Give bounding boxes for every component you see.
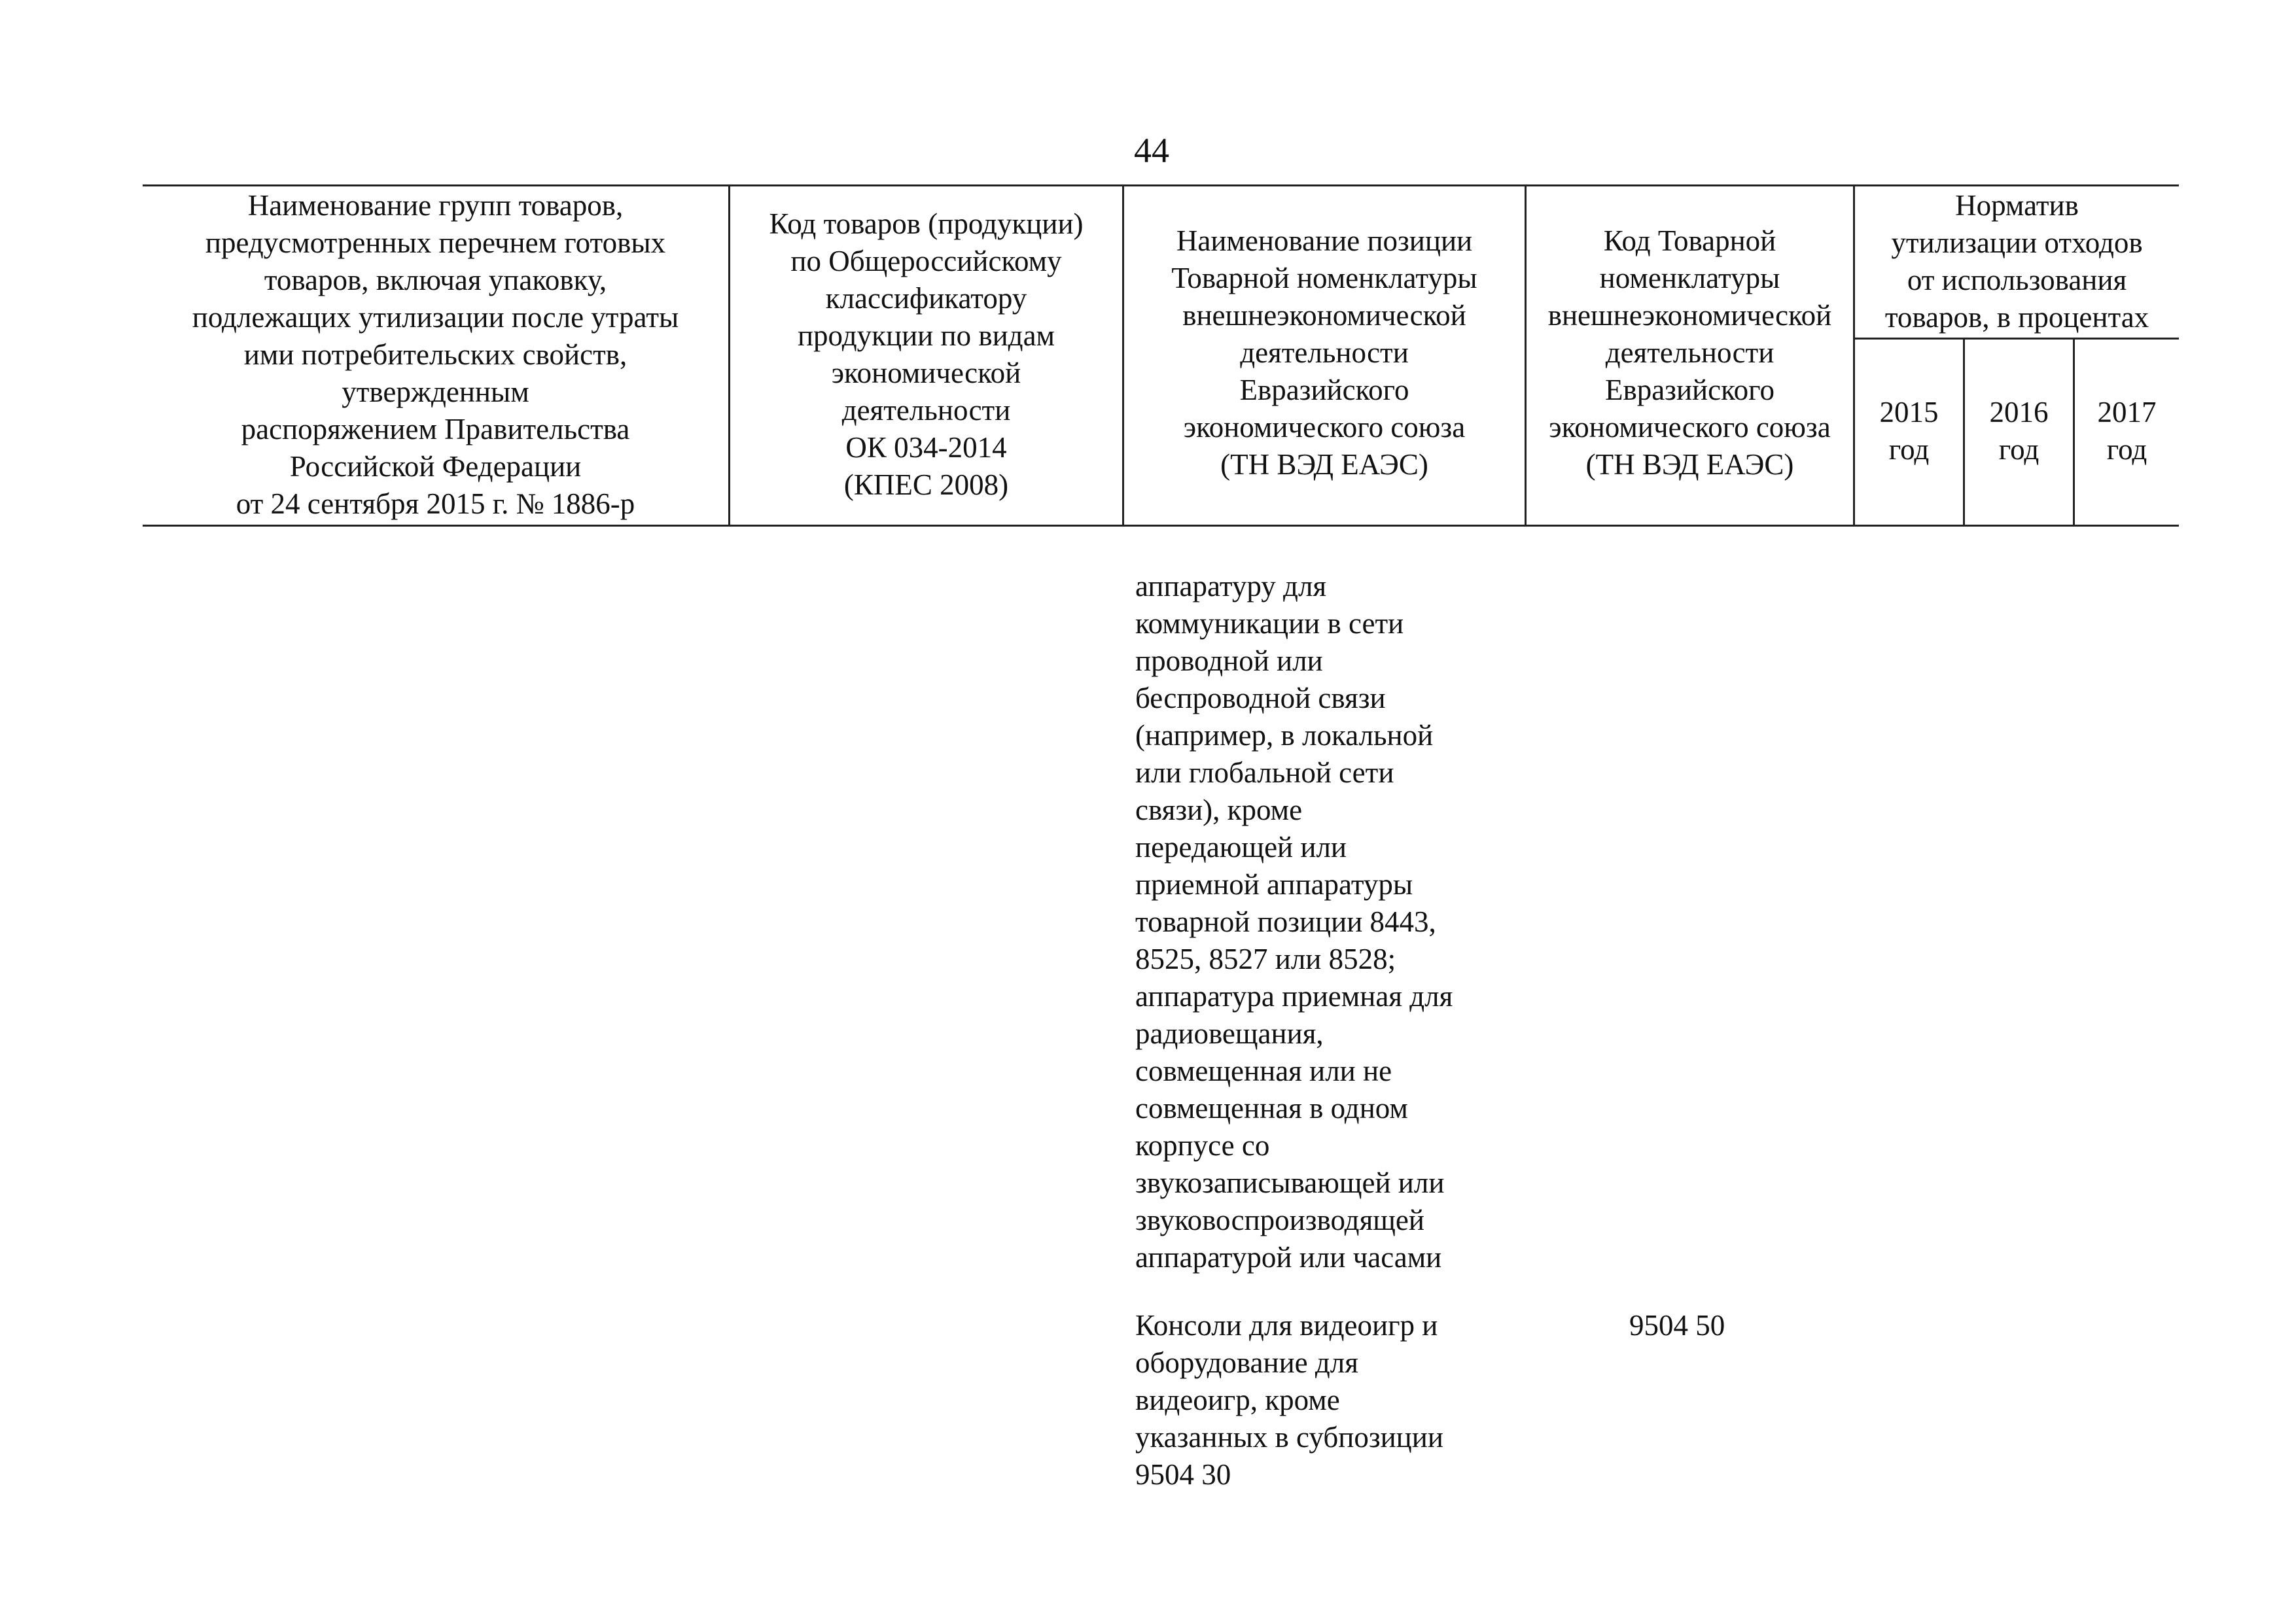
- header-line: экономического союза: [1183, 411, 1466, 444]
- text-line: оборудование для: [1135, 1346, 1358, 1379]
- text-line: аппаратура приемная для: [1135, 980, 1453, 1013]
- header-line: экономического союза: [1549, 411, 1831, 444]
- header-line: внешнеэкономической: [1182, 299, 1466, 332]
- header-line: классификатору: [825, 282, 1027, 315]
- header-line: Российской Федерации: [289, 450, 582, 483]
- row-2-position-name: [1135, 1307, 1443, 1493]
- text-line: приемной аппаратуры: [1135, 868, 1413, 901]
- table-header-bottom-rule: [143, 525, 2179, 527]
- header-line: предусмотренных перечнем готовых: [205, 226, 666, 259]
- header-line: товаров, в процентах: [1884, 301, 2149, 334]
- year-label: 2016: [1989, 396, 2049, 428]
- header-line: Код товаров (продукции): [769, 207, 1084, 240]
- text-line: (например, в локальной: [1135, 719, 1434, 752]
- header-line: Код Товарной: [1603, 224, 1776, 257]
- text-line: или глобальной сети: [1135, 756, 1394, 789]
- year-label: 2015: [1879, 396, 1939, 428]
- header-line: ОК 034-2014: [845, 431, 1007, 464]
- header-line: экономической: [831, 357, 1021, 389]
- header-line: (ТН ВЭД ЕАЭС): [1585, 448, 1794, 481]
- header-okpd-code: [730, 205, 1122, 504]
- header-line: Наименование групп товаров,: [247, 189, 624, 222]
- text-line: беспроводной связи: [1135, 682, 1386, 714]
- header-line: Наименование позиции: [1176, 224, 1473, 257]
- year-unit: год: [1888, 433, 1930, 466]
- text-line: совмещенная или не: [1135, 1055, 1392, 1087]
- header-year-2016: [1965, 394, 2073, 468]
- header-line: товаров, включая упаковку,: [264, 264, 607, 296]
- header-goods-group-name: [143, 187, 728, 523]
- text-line: передающей или: [1135, 831, 1347, 864]
- header-line: деятельности: [1240, 336, 1409, 369]
- header-line: распоряжением Правительства: [241, 413, 630, 445]
- header-tnved-position-name: [1124, 222, 1525, 483]
- header-line: Евразийского: [1604, 374, 1775, 406]
- years-divider-rule: [1853, 338, 2179, 340]
- text-line: проводной или: [1135, 644, 1323, 677]
- table-top-rule: [143, 184, 2179, 186]
- text-line: звуковоспроизводящей: [1135, 1204, 1424, 1236]
- text-line: корпусе со: [1135, 1129, 1270, 1162]
- text-line: аппаратуру для: [1135, 570, 1327, 602]
- year-label: 2017: [2097, 396, 2157, 428]
- text-line: Консоли для видеоигр и: [1135, 1309, 1438, 1342]
- row-1-position-name: [1135, 568, 1453, 1276]
- text-line: 9504 30: [1135, 1458, 1231, 1491]
- header-line: продукции по видам: [797, 319, 1055, 352]
- text-line: 8525, 8527 или 8528;: [1135, 943, 1396, 975]
- header-line: от 24 сентября 2015 г. № 1886-р: [236, 487, 635, 520]
- header-line: от использования: [1907, 264, 2127, 296]
- text-line: радиовещания,: [1135, 1017, 1324, 1050]
- header-line: Евразийского: [1239, 374, 1409, 406]
- header-line: деятельности: [1605, 336, 1775, 369]
- header-line: Товарной номенклатуры: [1171, 262, 1477, 294]
- text-line: звукозаписывающей или: [1135, 1166, 1445, 1199]
- header-tnved-code: [1527, 222, 1853, 483]
- page-number: 44: [1134, 131, 1169, 170]
- text-line: связи), кроме: [1135, 794, 1303, 826]
- header-line: по Общероссийскому: [790, 245, 1062, 277]
- text-line: совмещенная в одном: [1135, 1092, 1408, 1125]
- text-line: указанных в субпозиции: [1135, 1421, 1443, 1454]
- text-line: аппаратурой или часами: [1135, 1241, 1442, 1274]
- header-line: подлежащих утилизации после утраты: [192, 301, 679, 334]
- header-line: (ТН ВЭД ЕАЭС): [1220, 448, 1428, 481]
- header-line: утвержденным: [342, 375, 529, 408]
- header-line: деятельности: [841, 394, 1011, 427]
- header-line: утилизации отходов: [1891, 226, 2143, 259]
- header-year-2017: [2075, 394, 2179, 468]
- text-line: коммуникации в сети: [1135, 607, 1404, 640]
- text-line: товарной позиции 8443,: [1135, 905, 1436, 938]
- row-2-tnved-code: 9504 50: [1629, 1309, 1725, 1342]
- header-line: ими потребительских свойств,: [243, 338, 627, 371]
- header-line: внешнеэкономической: [1547, 299, 1832, 332]
- year-unit: год: [2106, 433, 2147, 466]
- text-line: видеоигр, кроме: [1135, 1384, 1340, 1416]
- header-recycling-norm: [1855, 187, 2179, 336]
- header-year-2015: [1855, 394, 1963, 468]
- header-line: номенклатуры: [1599, 262, 1780, 294]
- header-line: Норматив: [1955, 189, 2079, 222]
- header-line: (КПЕС 2008): [843, 468, 1009, 501]
- year-unit: год: [1998, 433, 2040, 466]
